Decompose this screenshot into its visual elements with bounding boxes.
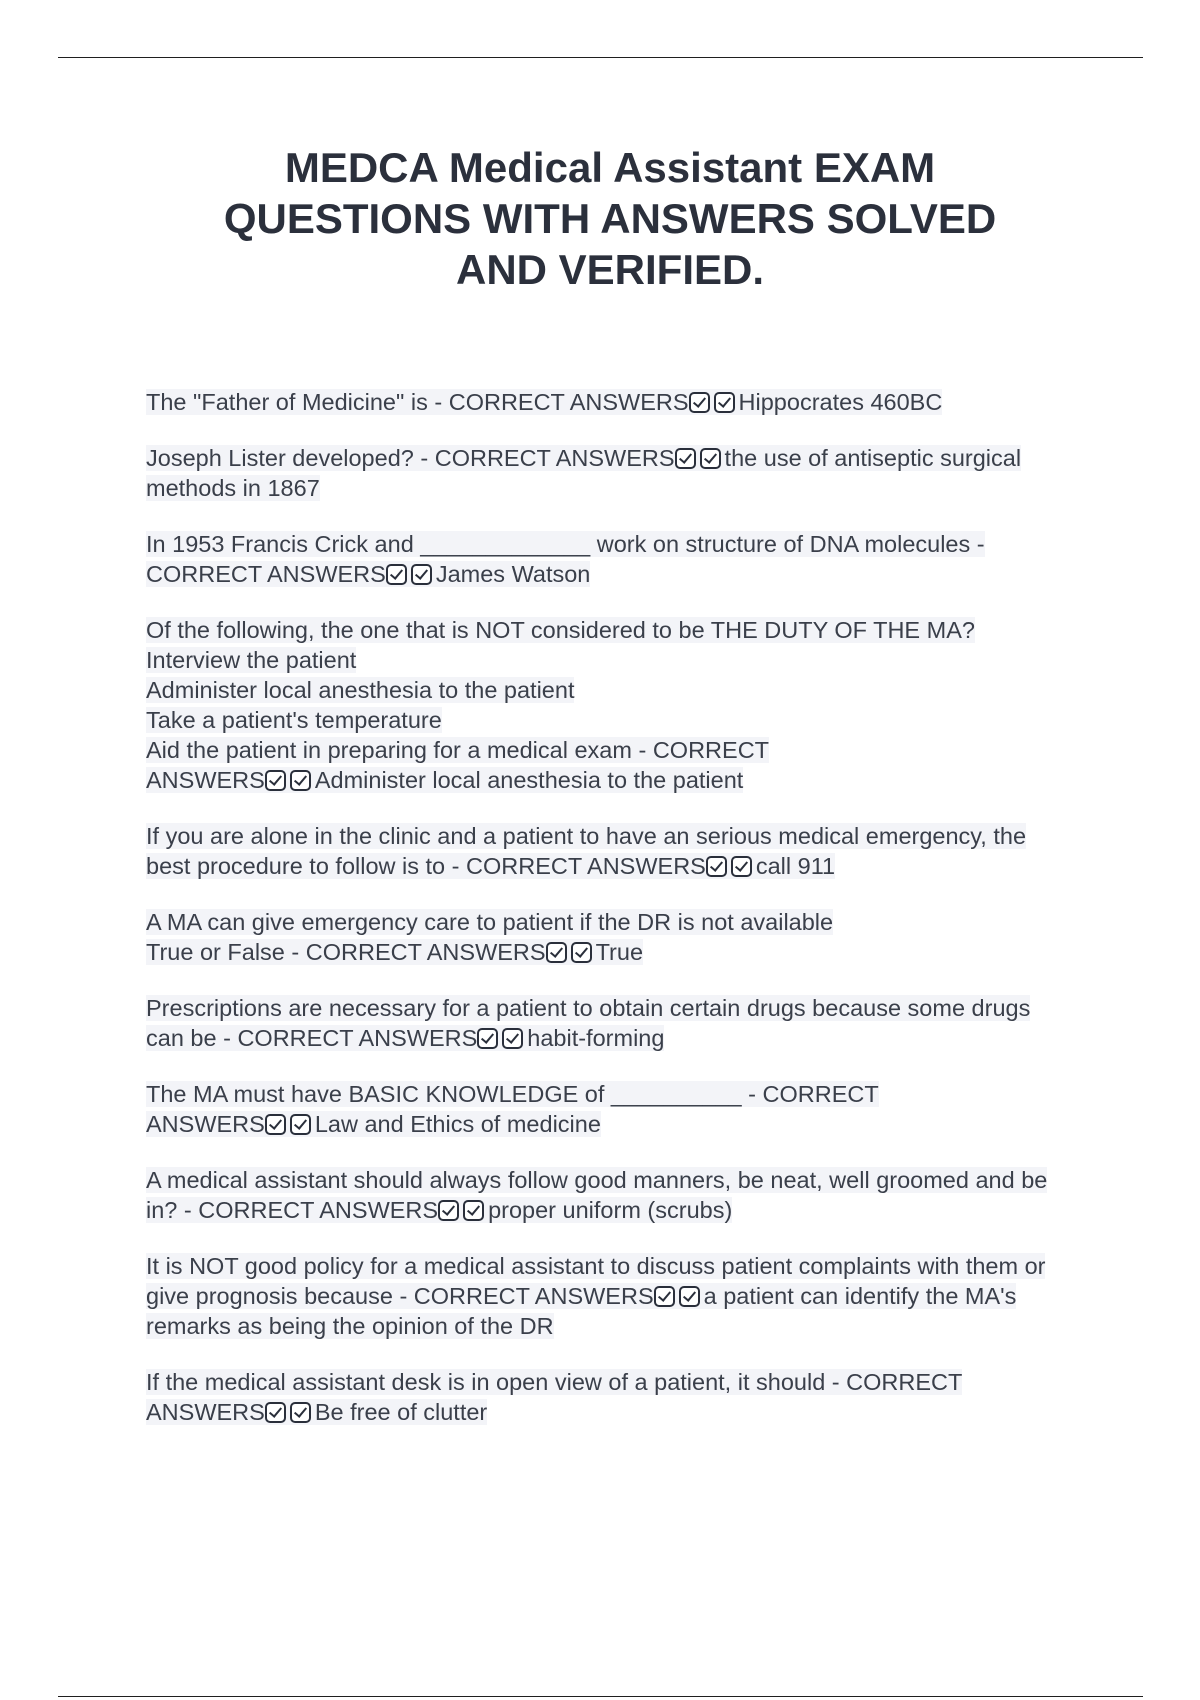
question-text: give prognosis because - [146,1283,414,1309]
checkbox-checked-icon [290,1402,311,1423]
checkbox-checked-icon [265,770,286,791]
checkbox-checked-icon [265,1402,286,1423]
checkbox-checked-icon [502,1028,523,1049]
answer-text: True [595,939,644,965]
checkbox-checked-icon [700,448,721,469]
qa-item [146,529,1080,589]
top-rule [58,57,1143,58]
correct-answers-label: CORRECT ANSWERS [146,561,386,587]
answer-text: Law and Ethics of medicine [314,1111,601,1137]
qa-item [146,1251,1080,1341]
question-text: best procedure to follow is to - [146,853,467,879]
question-text: Aid the patient in preparing for a medical exam - CORRECT [146,737,770,763]
correct-answers-label: ANSWERS [146,1111,265,1137]
checkbox-checked-icon [463,1200,484,1221]
answer-text: proper uniform (scrubs) [488,1197,733,1223]
correct-answers-label: ANSWERS [146,767,265,793]
checkbox-checked-icon [438,1200,459,1221]
question-text: The MA must have BASIC KNOWLEDGE of __________ - CORRECT [146,1081,879,1107]
correct-answers-label: CORRECT ANSWERS [305,939,546,965]
question-text: If the medical assistant desk is in open view of a patient, it should - CORRECT [146,1369,963,1395]
checkbox-checked-icon [265,1114,286,1135]
checkbox-checked-icon [679,1286,700,1307]
answer-text: Administer local anesthesia to the patient [314,767,744,793]
qa-item [146,993,1080,1053]
question-text: True or False - [146,939,306,965]
checkbox-checked-icon [675,448,696,469]
checkbox-checked-icon [477,1028,498,1049]
qa-item [146,387,1080,417]
qa-list [146,387,1080,1453]
answer-text: James Watson [435,561,591,587]
bottom-rule [58,1696,1143,1697]
page-title [140,142,1080,295]
qa-item [146,443,1080,503]
correct-answers-label: ANSWERS [146,1399,265,1425]
answer-text: remarks as being the opinion of the DR [146,1313,554,1339]
checkbox-checked-icon [714,392,735,413]
checkbox-checked-icon [571,942,592,963]
question-text: A medical assistant should always follow good manners, be neat, well groomed and be [146,1167,1048,1193]
title-line: MEDCA Medical Assistant EXAM [284,144,936,191]
question-text: The "Father of Medicine" is - [146,389,449,415]
qa-item [146,1367,1080,1427]
question-text: Prescriptions are necessary for a patient to obtain certain drugs because some drugs [146,995,1031,1021]
question-text: Take a patient's temperature [146,707,442,733]
question-text: A MA can give emergency care to patient if the DR is not available [146,909,834,935]
question-text: Joseph Lister developed? - [146,445,435,471]
qa-item [146,615,1080,795]
checkbox-checked-icon [411,564,432,585]
question-text: In 1953 Francis Crick and _____________ work on structure of DNA molecules - [146,531,985,557]
question-text: can be - [146,1025,238,1051]
question-text: It is NOT good policy for a medical assistant to discuss patient complaints with them or [146,1253,1046,1279]
checkbox-checked-icon [290,770,311,791]
answer-text: call 911 [755,853,836,879]
answer-text: methods in 1867 [146,475,320,501]
checkbox-checked-icon [386,564,407,585]
title-line: AND VERIFIED. [455,246,765,293]
question-text: If you are alone in the clinic and a patient to have an serious medical emergency, the [146,823,1027,849]
checkbox-checked-icon [706,856,727,877]
qa-item [146,1165,1080,1225]
qa-item [146,1079,1080,1139]
correct-answers-label: CORRECT ANSWERS [413,1283,654,1309]
question-text: in? - [146,1197,199,1223]
correct-answers-label: CORRECT ANSWERS [448,389,689,415]
qa-item [146,907,1080,967]
correct-answers-label: CORRECT ANSWERS [237,1025,478,1051]
answer-text: a patient can identify the MA's [703,1283,1017,1309]
checkbox-checked-icon [731,856,752,877]
answer-text: Be free of clutter [314,1399,488,1425]
qa-item [146,821,1080,881]
correct-answers-label: CORRECT ANSWERS [434,445,675,471]
answer-text: Hippocrates 460BC [738,389,943,415]
correct-answers-label: CORRECT ANSWERS [466,853,706,879]
question-text: Administer local anesthesia to the patient [146,677,575,703]
correct-answers-label: CORRECT ANSWERS [198,1197,439,1223]
answer-text: the use of antiseptic surgical [724,445,1022,471]
title-line: QUESTIONS WITH ANSWERS SOLVED [223,195,997,242]
checkbox-checked-icon [654,1286,675,1307]
checkbox-checked-icon [546,942,567,963]
question-text: Of the following, the one that is NOT considered to be THE DUTY OF THE MA? [146,617,975,643]
answer-text: habit-forming [527,1025,665,1051]
checkbox-checked-icon [290,1114,311,1135]
checkbox-checked-icon [689,392,710,413]
question-text: Interview the patient [146,647,357,673]
